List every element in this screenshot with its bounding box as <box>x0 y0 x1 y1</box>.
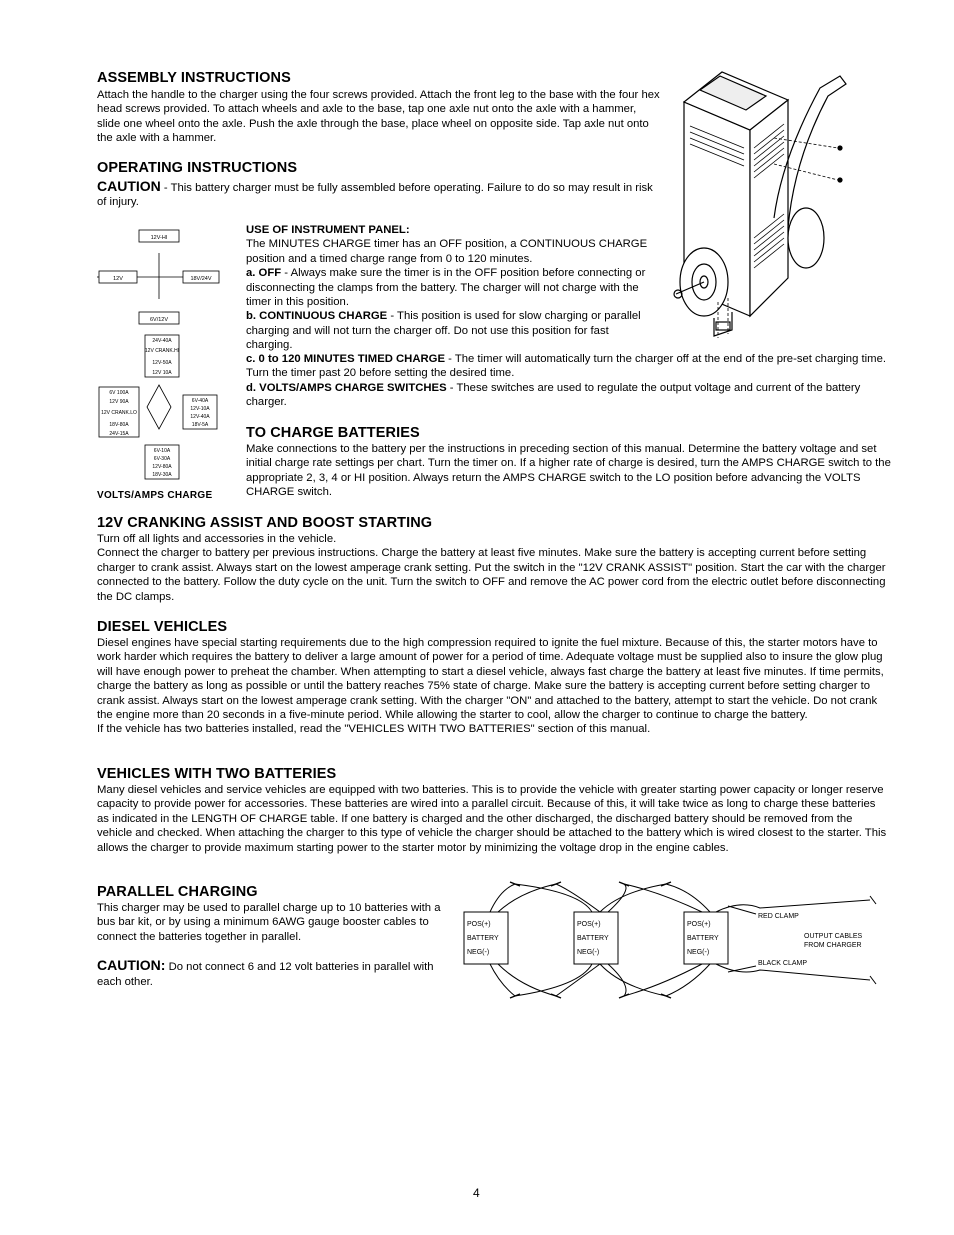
lower-label-1: 6V-30A <box>153 456 171 462</box>
left-label-2: 12V CRANK.LO <box>101 410 137 416</box>
upper-label-2: 12V-50A <box>152 360 172 366</box>
to-charge-heading: TO CHARGE BATTERIES <box>246 425 420 441</box>
battery-1-label: BATTERY <box>467 935 499 942</box>
caution-text: - This battery charger must be fully assembled before operating. Failure to do so may result in risk of injury. <box>97 182 653 209</box>
assembly-section <box>97 70 662 146</box>
panel-right-label: 18V/24V <box>190 276 212 282</box>
left-label-3: 18V-80A <box>109 422 129 428</box>
panel-top-label: 12V-HI <box>150 235 168 241</box>
right-label-1: 12V-10A <box>190 406 210 412</box>
caution-label: CAUTION <box>97 178 161 194</box>
to-charge-section <box>246 425 891 500</box>
lower-label-3: 18V-30A <box>152 472 172 478</box>
two-batteries-section <box>97 766 889 855</box>
instrument-panel-d: d. VOLTS/AMPS CHARGE SWITCHES - These switches are used to regulate the output voltage and current of the battery charger. <box>246 381 861 409</box>
two-batteries-heading: VEHICLES WITH TWO BATTERIES <box>97 766 337 782</box>
black-clamp-label: BLACK CLAMP <box>758 960 808 967</box>
upper-label-0: 24V-40A <box>152 338 172 344</box>
diesel-line2: If the vehicle has two batteries installed, read the "VEHICLES WITH TWO BATTERIES" section of this manual. <box>97 723 651 736</box>
panel-caption: VOLTS/AMPS CHARGE <box>97 490 213 501</box>
instrument-panel-intro: The MINUTES CHARGE timer has an OFF position, a CONTINUOUS CHARGE position and a timed charge range from 0 to 120 minutes. <box>246 238 648 265</box>
panel-mid-label: 6V/12V <box>149 317 169 323</box>
cranking-heading: 12V CRANKING ASSIST AND BOOST STARTING <box>97 515 433 531</box>
upper-label-3: 12V 10A <box>152 370 172 376</box>
battery-2-label: BATTERY <box>577 935 609 942</box>
lower-label-2: 12V-80A <box>152 464 172 470</box>
instrument-panel-section-wide <box>246 352 891 410</box>
panel-left-label: 12V <box>113 276 123 282</box>
red-clamp-label: RED CLAMP <box>758 913 799 920</box>
output-cables-label-2: FROM CHARGER <box>804 942 862 949</box>
battery-3-neg: NEG(-) <box>687 949 710 956</box>
operating-section <box>97 160 662 210</box>
to-charge-body: Make connections to the battery per the instructions in preceding section of this manual. Determine the battery voltage and set initial charge rate settings per chart. Turn the timer on. If a higher rate of charge is desired, turn the AMPS CHARGE switch to the appropriate 2, 3, 4 or HI position. Always return the AMPS CHARGE switch to the LO position before advancing the VOLTS CHARGE switch. <box>246 443 891 499</box>
operating-heading: OPERATING INSTRUCTIONS <box>97 160 298 176</box>
parallel-heading: PARALLEL CHARGING <box>97 884 258 900</box>
instrument-panel-heading: USE OF INSTRUMENT PANEL: <box>246 224 410 236</box>
page-number: 4 <box>473 1186 480 1200</box>
output-cables-label-1: OUTPUT CABLES <box>804 933 863 940</box>
left-label-4: 24V-15A <box>109 431 129 437</box>
parallel-body: This charger may be used to parallel charge up to 10 batteries with a bus bar kit, or by using a minimum 6AWG gauge booster cables to connect the batteries together in parallel. <box>97 902 441 943</box>
operating-caution <box>97 179 662 210</box>
right-label-2: 12V-40A <box>190 414 210 420</box>
instrument-panel-c: c. 0 to 120 MINUTES TIMED CHARGE - The timer will automatically turn the charger off at the end of the pre-set charging time. Turn the timer past 20 before setting the desired time. <box>246 353 886 380</box>
parallel-caution-label: CAUTION: <box>97 957 166 974</box>
right-label-0: 6V-40A <box>191 398 209 404</box>
battery-2-neg: NEG(-) <box>577 949 600 956</box>
upper-label-1: 12V CRANK.HI <box>144 348 180 354</box>
lower-label-0: 6V-10A <box>153 448 171 454</box>
battery-1-pos: POS(+) <box>467 921 491 928</box>
right-label-3: 18V-5A <box>191 422 209 428</box>
diesel-body: Diesel engines have special starting requirements due to the high compression required to ignite the fuel mixture. Because of this, the starter motors have to work harder which requires the battery to deliver a large amount of power for a period of time. Adequate voltage must be supplied also to insure the glow plug will have enough power to preheat the chamber. When attempting to start a diesel vehicle, always fast charge the battery at least five minutes. If time permits, charge the battery as long as possible or until the battery reaches 75% state of charge. Make sure the battery is accepting current before setting charger to crank assist. Always start on the lowest amperage crank setting. With the charger "ON" and attached to the battery, attempt to start the vehicle. Do not crank the engine more than 20 seconds in a five-minute period. While allowing the starter to cool, allow the charger to continue to charge the battery. <box>97 637 884 722</box>
battery-2-pos: POS(+) <box>577 921 601 928</box>
diesel-heading: DIESEL VEHICLES <box>97 619 228 635</box>
battery-3-pos: POS(+) <box>687 921 711 928</box>
two-batteries-body: Many diesel vehicles and service vehicles are equipped with two batteries. This is to provide the vehicle with greater starting power capacity or longer reserve capacity to provide power for accessories. These batteries are wired into a parallel circuit. Because of this, it will take twice as long to charge these batteries as indicated in the LENGTH OF CHARGE table. If one battery is charged and the other discharged, the discharged battery should be removed from the vehicle and checked. When attaching the charger to this type of vehicle the charger should be attached to the battery which is wired closest to the starter. This allows the charger to provide maximum starting power to the starter motor by minimizing the voltage drop in the engine cables. <box>97 784 887 854</box>
parallel-section <box>97 884 452 989</box>
charger-assembly-illustration <box>670 68 870 348</box>
cranking-body: Connect the charger to battery per previous instructions. Charge the battery at least five minutes. Make sure the battery is accepting current before setting charger to crank assist. Always start on the lowest amperage crank setting. Put the switch in the "12V CRANK ASSIST" position. Start the car with the charger connected to the battery. Follow the duty cycle on the unit. Turn the switch to OFF and remove the AC power cord from the electric outlet before disconnecting the DC clamps. <box>97 547 886 603</box>
assembly-body: Attach the handle to the charger using the four screws provided. Attach the front leg to the base with the four hex head screws provided. To attach wheels and axle to the base, tap one axle nut onto the axle with a hammer, slide one wheel onto the axle. Push the axle through the base, place wheel on opposite side. Tap axle nut onto the axle with a hammer. <box>97 89 660 145</box>
battery-1-neg: NEG(-) <box>467 949 490 956</box>
cranking-line1: Turn off all lights and accessories in the vehicle. <box>97 533 337 545</box>
cranking-section <box>97 515 889 604</box>
parallel-caution <box>97 958 452 989</box>
volts-amps-panel-diagram <box>97 225 227 490</box>
left-label-0: 6V 100A <box>109 390 129 396</box>
left-label-1: 12V 90A <box>109 399 129 405</box>
instrument-panel-a: a. OFF - Always make sure the timer is in the OFF position before connecting or disconnecting the clamps from the battery. The charger will not charge with the timer in this position. <box>246 267 646 309</box>
parallel-charging-diagram <box>460 880 880 1002</box>
diesel-section <box>97 619 889 737</box>
assembly-heading: ASSEMBLY INSTRUCTIONS <box>97 70 291 86</box>
instrument-panel-b: b. CONTINUOUS CHARGE - This position is used for slow charging or parallel charging and will not turn the charger off. Do not use this position for fast charging. <box>246 310 641 352</box>
instrument-panel-section <box>246 223 656 353</box>
parallel-caution-text: Do not connect 6 and 12 volt batteries in parallel with each other. <box>97 961 434 988</box>
battery-3-label: BATTERY <box>687 935 719 942</box>
